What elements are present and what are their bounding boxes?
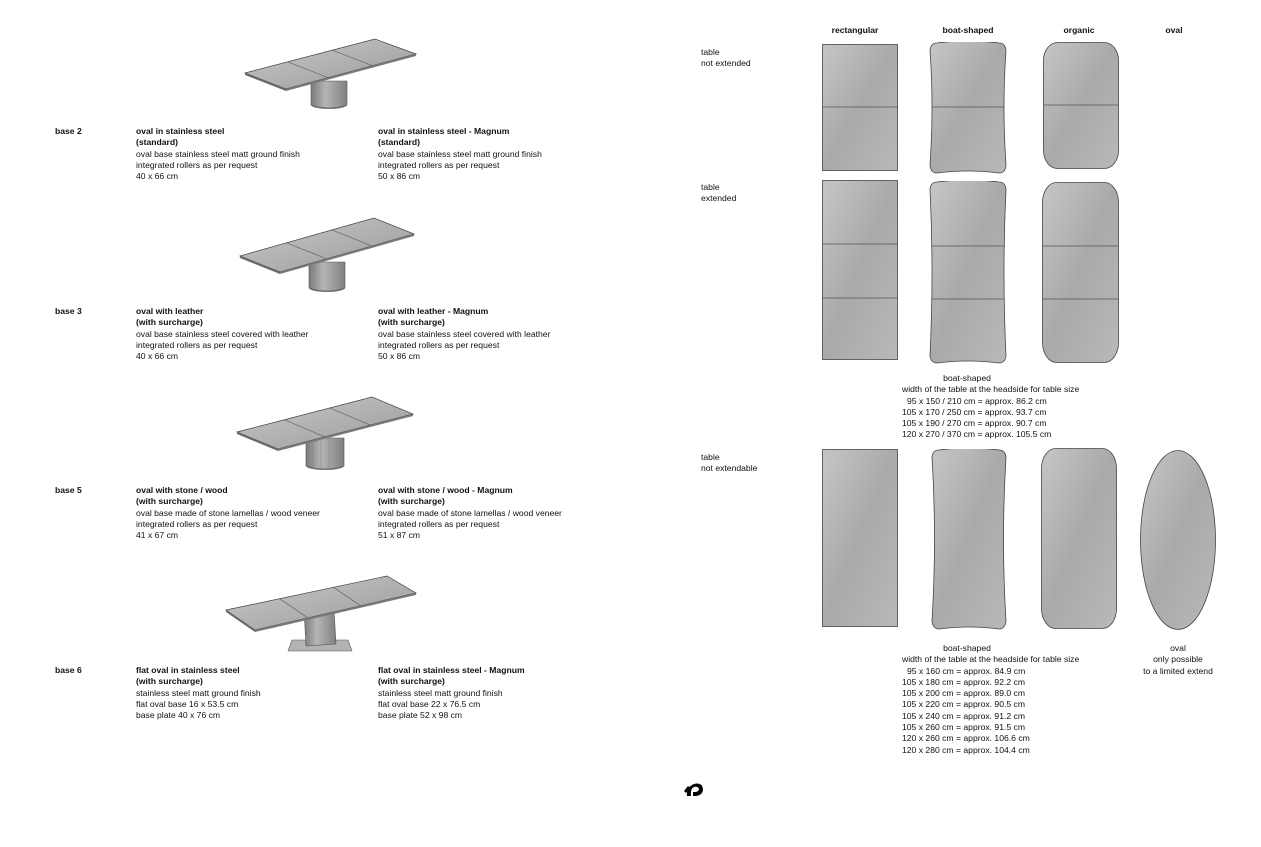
caption-line: 95 x 150 / 210 cm = approx. 86.2 cm [907,395,1047,406]
spec-dimensions: 41 x 67 cm [136,530,179,541]
column-header-organic: organic [1063,25,1095,35]
caption-line: 105 x 260 cm = approx. 91.5 cm [902,722,1026,733]
spec-line: oval base stainless steel covered with leather [378,328,551,339]
tabletop-organic-not-extended [1043,42,1120,170]
spec-title: oval with leather - Magnum [378,306,489,316]
spec-dimensions: 50 x 86 cm [378,351,421,362]
column-header-boat-shaped: boat-shaped [942,25,994,35]
tabletop-boat-shaped-extended [929,181,1007,364]
base-6-magnum-spec [378,665,608,721]
boat-shaped-headside-widths-fixed [902,643,1079,756]
row-label-extended [701,182,736,205]
base-label: base 5 [55,485,82,495]
base-5-standard-spec [136,485,366,541]
spec-line: flat oval base 22 x 76.5 cm [378,698,481,709]
tabletop-organic-not-extendable [1041,448,1118,630]
spec-line: integrated rollers as per request [136,518,258,529]
base-2-magnum-spec [378,126,608,182]
spec-title: oval with stone / wood - Magnum [378,485,513,495]
caption-line: 105 x 240 cm = approx. 91.2 cm [902,710,1026,721]
spec-title: oval in stainless steel [136,126,225,136]
spec-pricing: (standard) [378,137,421,148]
base-2-standard-spec [136,126,366,182]
caption-line: 105 x 220 cm = approx. 90.5 cm [902,699,1026,710]
table-render-base-2 [240,36,420,112]
caption-line: 120 x 260 cm = approx. 106.6 cm [902,733,1030,744]
spec-line: base plate 40 x 76 cm [136,710,221,721]
oval-limited-extend-note [1128,643,1228,677]
spec-line: oval base stainless steel matt ground finish [136,148,300,159]
row-label-line: table [701,452,720,462]
tabletop-organic-extended [1042,182,1120,364]
column-header-rectangular: rectangular [831,25,879,35]
spec-line: integrated rollers as per request [136,339,258,350]
caption-line: 120 x 280 cm = approx. 104.4 cm [902,744,1030,755]
tabletop-boat-shaped-not-extended [929,42,1007,174]
row-label-line: table [701,182,720,192]
spec-title: oval in stainless steel - Magnum [378,126,510,136]
spec-pricing: (with surcharge) [136,676,203,687]
row-label-line: not extendable [701,463,758,474]
row-label-line: extended [701,193,737,204]
spec-line: integrated rollers as per request [378,159,500,170]
spec-title: oval with stone / wood [136,485,228,495]
column-header-oval: oval [1165,25,1183,35]
caption-subtitle: width of the table at the headside for table size [902,654,1080,665]
table-render-base-3 [236,214,416,294]
spec-title: flat oval in stainless steel - Magnum [378,665,525,675]
table-render-base-5 [233,394,418,472]
tabletop-rectangular-not-extended [822,44,899,172]
spec-pricing: (standard) [136,137,179,148]
spec-pricing: (with surcharge) [136,317,203,328]
spec-line: oval base stainless steel covered with leather [136,328,309,339]
caption-title: boat-shaped [943,643,991,653]
spec-line: integrated rollers as per request [136,159,258,170]
base-3-standard-spec [136,306,366,362]
boat-shaped-headside-widths-extended [902,373,1079,441]
caption-line: 120 x 270 / 370 cm = approx. 105.5 cm [902,429,1052,440]
caption-line: 95 x 160 cm = approx. 84.9 cm [907,665,1026,676]
spec-dimensions: 40 x 66 cm [136,351,179,362]
spec-line: oval base made of stone lamellas / wood veneer [378,507,562,518]
spec-line: stainless steel matt ground finish [136,687,261,698]
caption-line: oval [1170,643,1186,653]
caption-title: boat-shaped [943,373,991,383]
spec-pricing: (with surcharge) [378,676,445,687]
spec-title: oval with leather [136,306,204,316]
base-6-standard-spec [136,665,366,721]
spec-pricing: (with surcharge) [136,496,203,507]
base-label: base 6 [55,665,82,675]
tabletop-rectangular-extended [822,180,899,361]
base-5-magnum-spec [378,485,608,541]
tabletop-oval-not-extendable [1139,449,1217,631]
tabletop-boat-shaped-not-extendable [931,449,1008,630]
spec-dimensions: 50 x 86 cm [378,171,421,182]
spec-title: flat oval in stainless steel [136,665,240,675]
caption-line: 105 x 180 cm = approx. 92.2 cm [902,676,1026,687]
brand-logo-icon [683,780,705,799]
row-label-line: table [701,47,720,57]
base-3-magnum-spec [378,306,608,362]
base-label: base 3 [55,306,82,316]
caption-subtitle: width of the table at the headside for table size [902,384,1080,395]
caption-line: 105 x 190 / 270 cm = approx. 90.7 cm [902,418,1047,429]
spec-line: base plate 52 x 98 cm [378,710,463,721]
row-label-line: not extended [701,58,751,69]
spec-pricing: (with surcharge) [378,496,445,507]
tabletop-rectangular-not-extendable [822,449,899,628]
caption-line: to a limited extend [1143,665,1213,676]
base-label: base 2 [55,126,82,136]
row-label-not-extendable [701,452,757,475]
spec-line: integrated rollers as per request [378,518,500,529]
spec-line: oval base made of stone lamellas / wood veneer [136,507,320,518]
spec-line: oval base stainless steel matt ground finish [378,148,542,159]
spec-line: flat oval base 16 x 53.5 cm [136,698,239,709]
row-label-not-extended [701,47,751,70]
table-render-base-6 [222,574,420,654]
spec-dimensions: 40 x 66 cm [136,171,179,182]
caption-line: only possible [1153,654,1203,665]
caption-line: 105 x 170 / 250 cm = approx. 93.7 cm [902,406,1047,417]
spec-line: integrated rollers as per request [378,339,500,350]
spec-line: stainless steel matt ground finish [378,687,503,698]
caption-line: 105 x 200 cm = approx. 89.0 cm [902,688,1026,699]
spec-dimensions: 51 x 87 cm [378,530,421,541]
spec-pricing: (with surcharge) [378,317,445,328]
